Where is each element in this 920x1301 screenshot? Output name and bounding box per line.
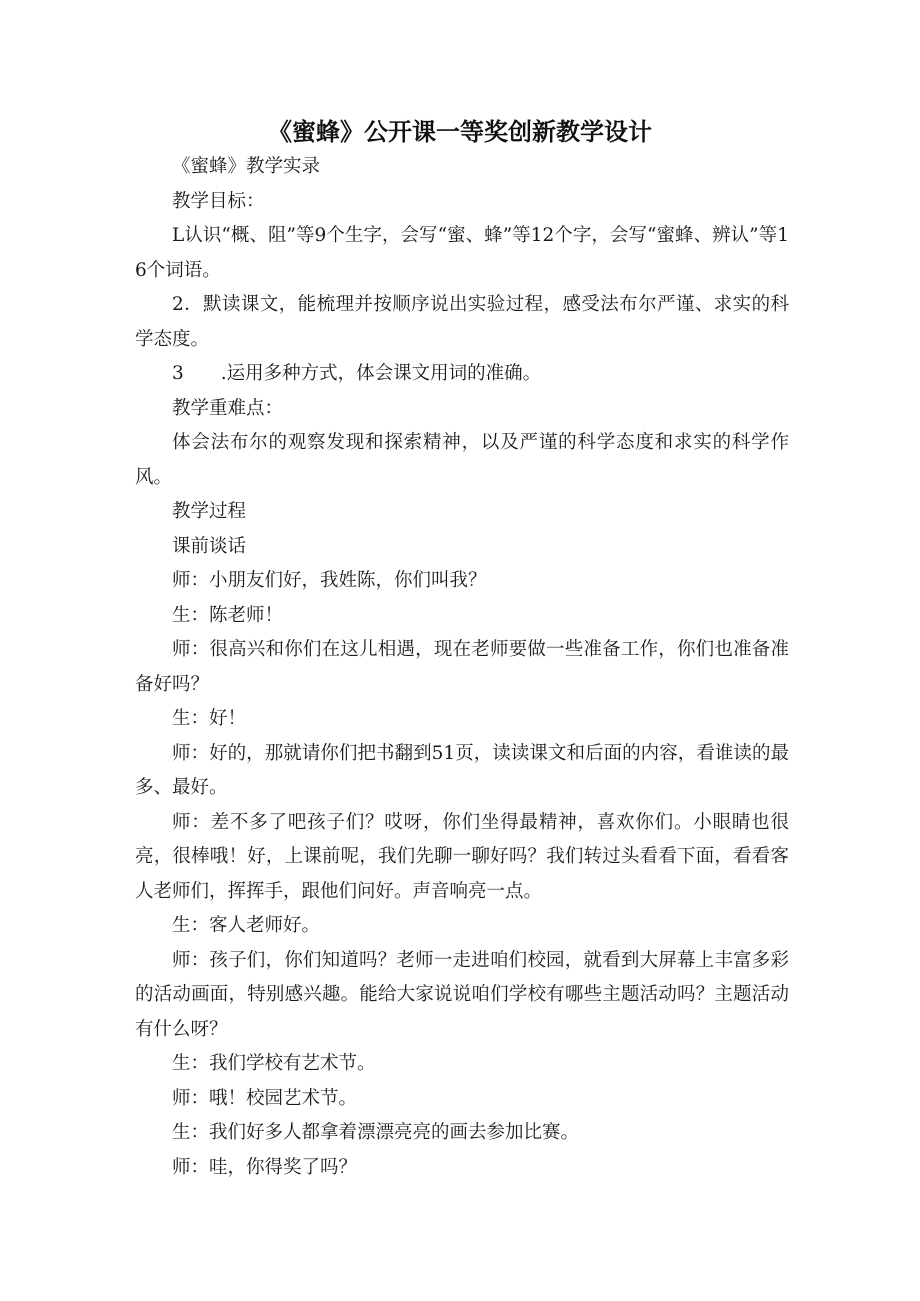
paragraph-objective-2: 2．默读课文，能梳理并按顺序说出实验过程，感受法布尔严谨、求实的科学态度。 [135, 294, 789, 350]
paragraph-process-heading: 教学过程 [172, 501, 247, 522]
paragraph-key-points: 体会法布尔的观察发现和探索精神，以及严谨的科学态度和求实的科学作风。 [135, 432, 789, 488]
paragraph-objective-1: L认识“概、阻”等9个生字，会写“蜜、蜂”等12个字，会写“蜜蜂、辨认”等16个词语。 [135, 225, 789, 281]
dialogue-line: 生：好！ [172, 708, 247, 729]
dialogue-line: 生：我们好多人都拿着漂漂亮亮的画去参加比赛。 [172, 1122, 580, 1143]
paragraph-key-points-heading: 教学重难点： [172, 397, 284, 419]
dialogue-line: 生：陈老师！ [172, 604, 284, 626]
dialogue-line: 师：好的，那就请你们把书翻到51页，读读课文和后面的内容，看谁读的最多、最好。 [135, 742, 789, 798]
document-title: 《蜜蜂》公开课一等奖创新教学设计 [268, 118, 652, 146]
document-body [135, 150, 789, 1185]
paragraph-objectives-heading: 教学目标： [172, 190, 265, 212]
dialogue-line: 生：客人老师好。 [172, 915, 321, 936]
dialogue-line: 师：小朋友们好，我姓陈，你们叫我？ [172, 570, 487, 591]
dialogue-line: 生：我们学校有艺术节。 [172, 1053, 376, 1074]
dialogue-line: 师：孩子们，你们知道吗？老师一走进咱们校园，就看到大屏幕上丰富多彩的活动画面，特别感兴趣。能给大家说说咱们学校有哪些主题活动吗？主题活动有什么呀？ [135, 949, 789, 1040]
dialogue-line: 师：哇，你得奖了吗？ [172, 1156, 358, 1178]
dialogue-line: 师：哦！校园艺术节。 [172, 1087, 358, 1109]
paragraph-objective-3: 3 .运用多种方式，体会课文用词的准确。 [172, 363, 542, 384]
dialogue-line: 师：差不多了吧孩子们？哎呀，你们坐得最精神，喜欢你们。小眼睛也很亮，很棒哦！好，上课前呢，我们先聊一聊好吗？我们转过头看看下面，看看客人老师们，挥挥手，跟他们问好。声音响亮一点。 [135, 811, 789, 902]
paragraph-pre-class-heading: 课前谈话 [172, 535, 247, 557]
dialogue-line: 师：很高兴和你们在这儿相遇，现在老师要做一些准备工作，你们也准备准备好吗？ [135, 639, 789, 695]
paragraph-subtitle: 《蜜蜂》教学实录 [172, 156, 321, 177]
